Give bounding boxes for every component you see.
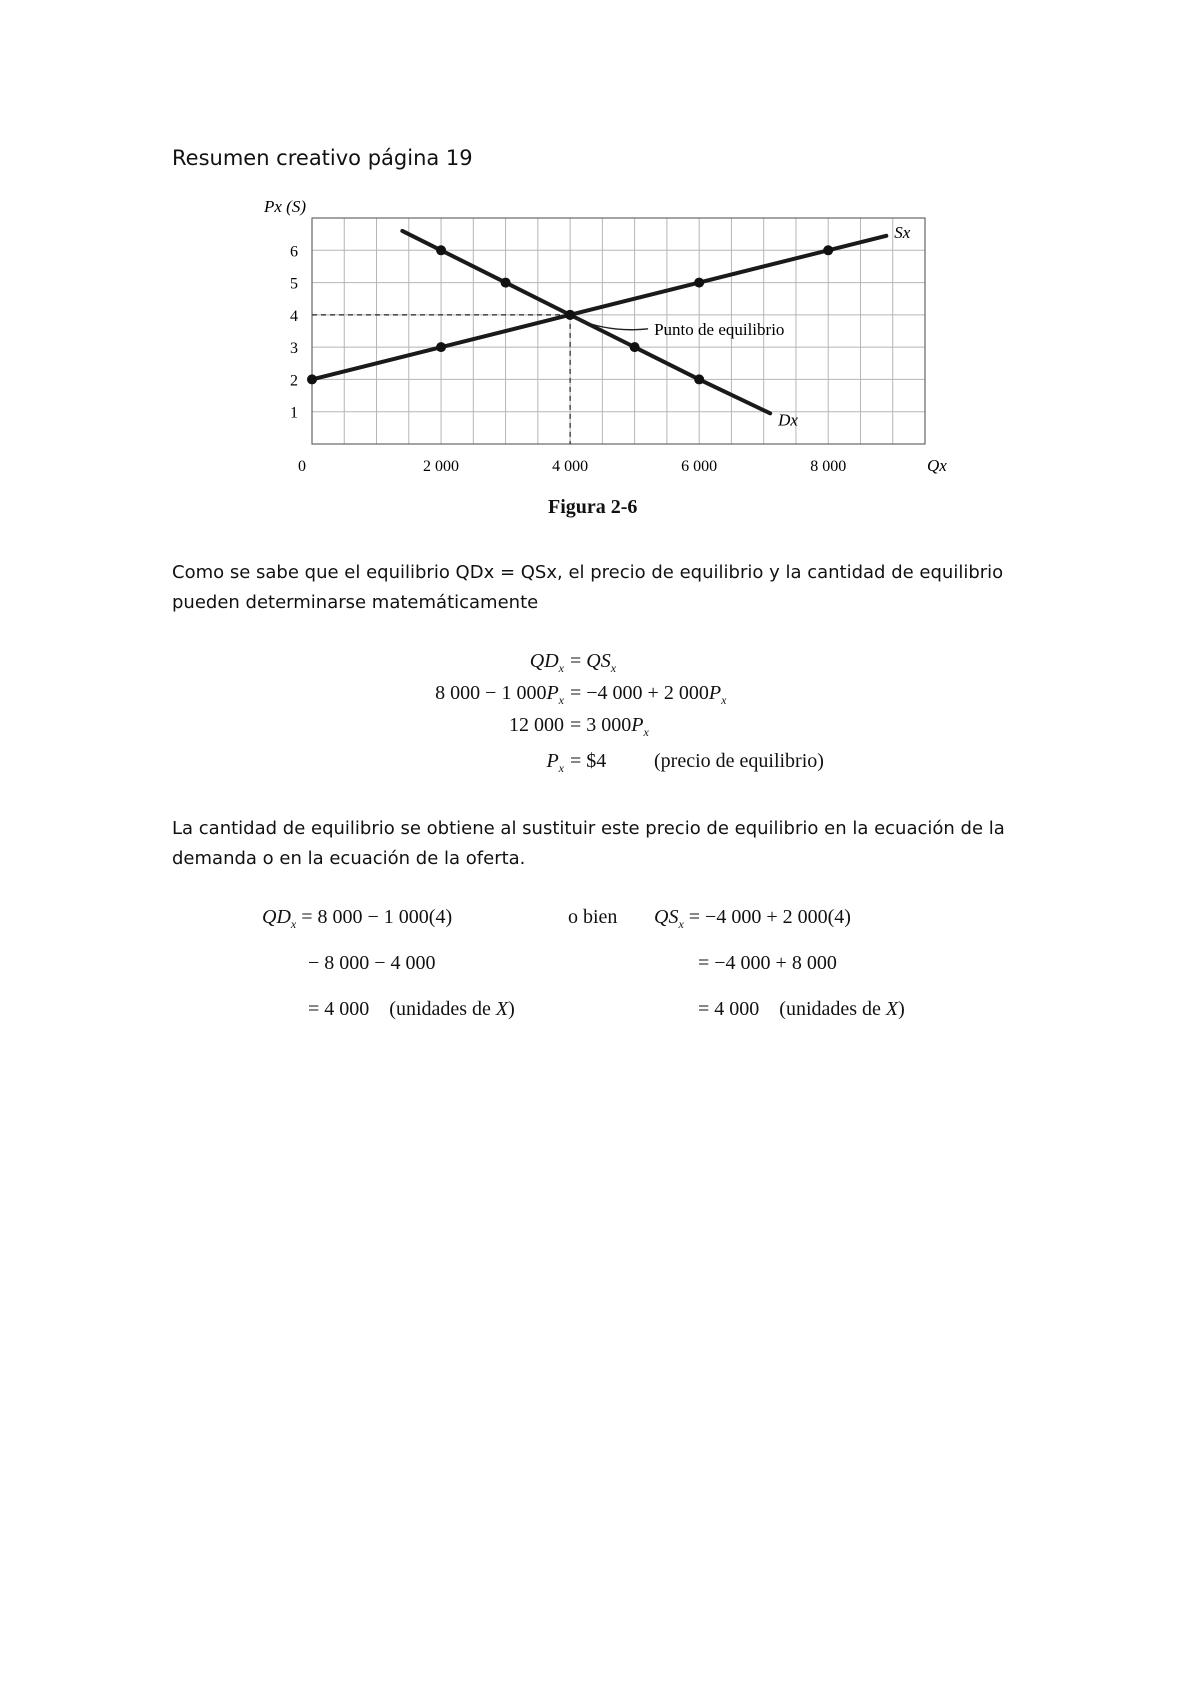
x-tick-label: 6 000 [681, 458, 718, 475]
y-tick-label: 6 [290, 243, 298, 261]
data-point-dx [501, 278, 511, 288]
y-tick-label: 3 [290, 340, 298, 358]
data-point-dx [694, 374, 704, 384]
eq2-right-3: = 4 000 (unidades de X) [698, 998, 905, 1020]
eq1-rhs-4: = $4 [570, 750, 607, 772]
supply-demand-chart [250, 200, 950, 520]
y-tick-label: 5 [290, 275, 298, 293]
y-tick-label: 2 [290, 372, 298, 390]
eq1-note: (precio de equilibrio) [654, 750, 824, 772]
figure-caption: Figura 2-6 [548, 496, 638, 518]
series-label-sx: Sx [894, 222, 911, 242]
eq1-lhs-2: 8 000 − 1 $000P_x$ [435, 682, 564, 707]
chart-svg [250, 200, 950, 520]
y-tick-label: 1 [290, 404, 298, 422]
eq1-lhs-1: $QD_x$ [529, 650, 564, 675]
eq1-lhs-3: 12 000 [509, 714, 564, 736]
x-tick-label: 2 000 [423, 458, 460, 475]
data-point-sx [436, 342, 446, 352]
eq1-lhs-4: $P_x$ [546, 750, 564, 775]
data-point-dx [436, 245, 446, 255]
series-line-sx [312, 236, 886, 380]
eq2-left-2: − 8 000 − 4 000 [308, 952, 436, 974]
paragraph-substitution: La cantidad de equilibrio se obtiene al sustituir este precio de equilibrio en la ecuación de la demanda o en la ecuación de la oferta. [172, 818, 1005, 869]
x-axis-label: Qx [927, 456, 947, 475]
series-label-dx: Dx [778, 410, 798, 430]
eq2-left-3: = 4 000 (unidades de X) [308, 998, 515, 1020]
paragraph-intro: Como se sabe que el equilibrio QDx = QSx, el precio de equilibrio y la cantidad de equilibrio pueden determinarse matemáticamente [172, 562, 1004, 613]
annotation-equilibrium: Punto de equilibrio [654, 319, 785, 339]
data-point-sx [823, 245, 833, 255]
eq1-rhs-3: = 3 $000P_x$ [570, 714, 649, 739]
x-tick-label: 4 000 [552, 458, 589, 475]
y-axis-label: Px (S) [264, 200, 307, 216]
plot-frame [312, 218, 925, 444]
data-point-sx [307, 374, 317, 384]
eq2-right-1: $QS_x = -4$ 000 + 2 000(4) [654, 906, 851, 931]
eq2-left-1: $QD_x = 8$ 000 − 1 000(4) [262, 906, 453, 931]
eq1-rhs-1: = $QS_x$ [570, 650, 617, 675]
data-point-sx [694, 278, 704, 288]
eq2-connector: o bien [568, 906, 618, 928]
eq2-right-2: = −4 000 + 8 000 [698, 952, 837, 974]
data-point-dx [565, 310, 575, 320]
x-tick-label: 0 [298, 458, 306, 475]
y-tick-label: 4 [290, 307, 298, 325]
x-tick-label: 8 000 [810, 458, 847, 475]
page-title: Resumen creativo página 19 [172, 146, 473, 170]
data-point-dx [630, 342, 640, 352]
eq1-rhs-2: = −4 000 + 2 $000P_x$ [570, 682, 727, 707]
